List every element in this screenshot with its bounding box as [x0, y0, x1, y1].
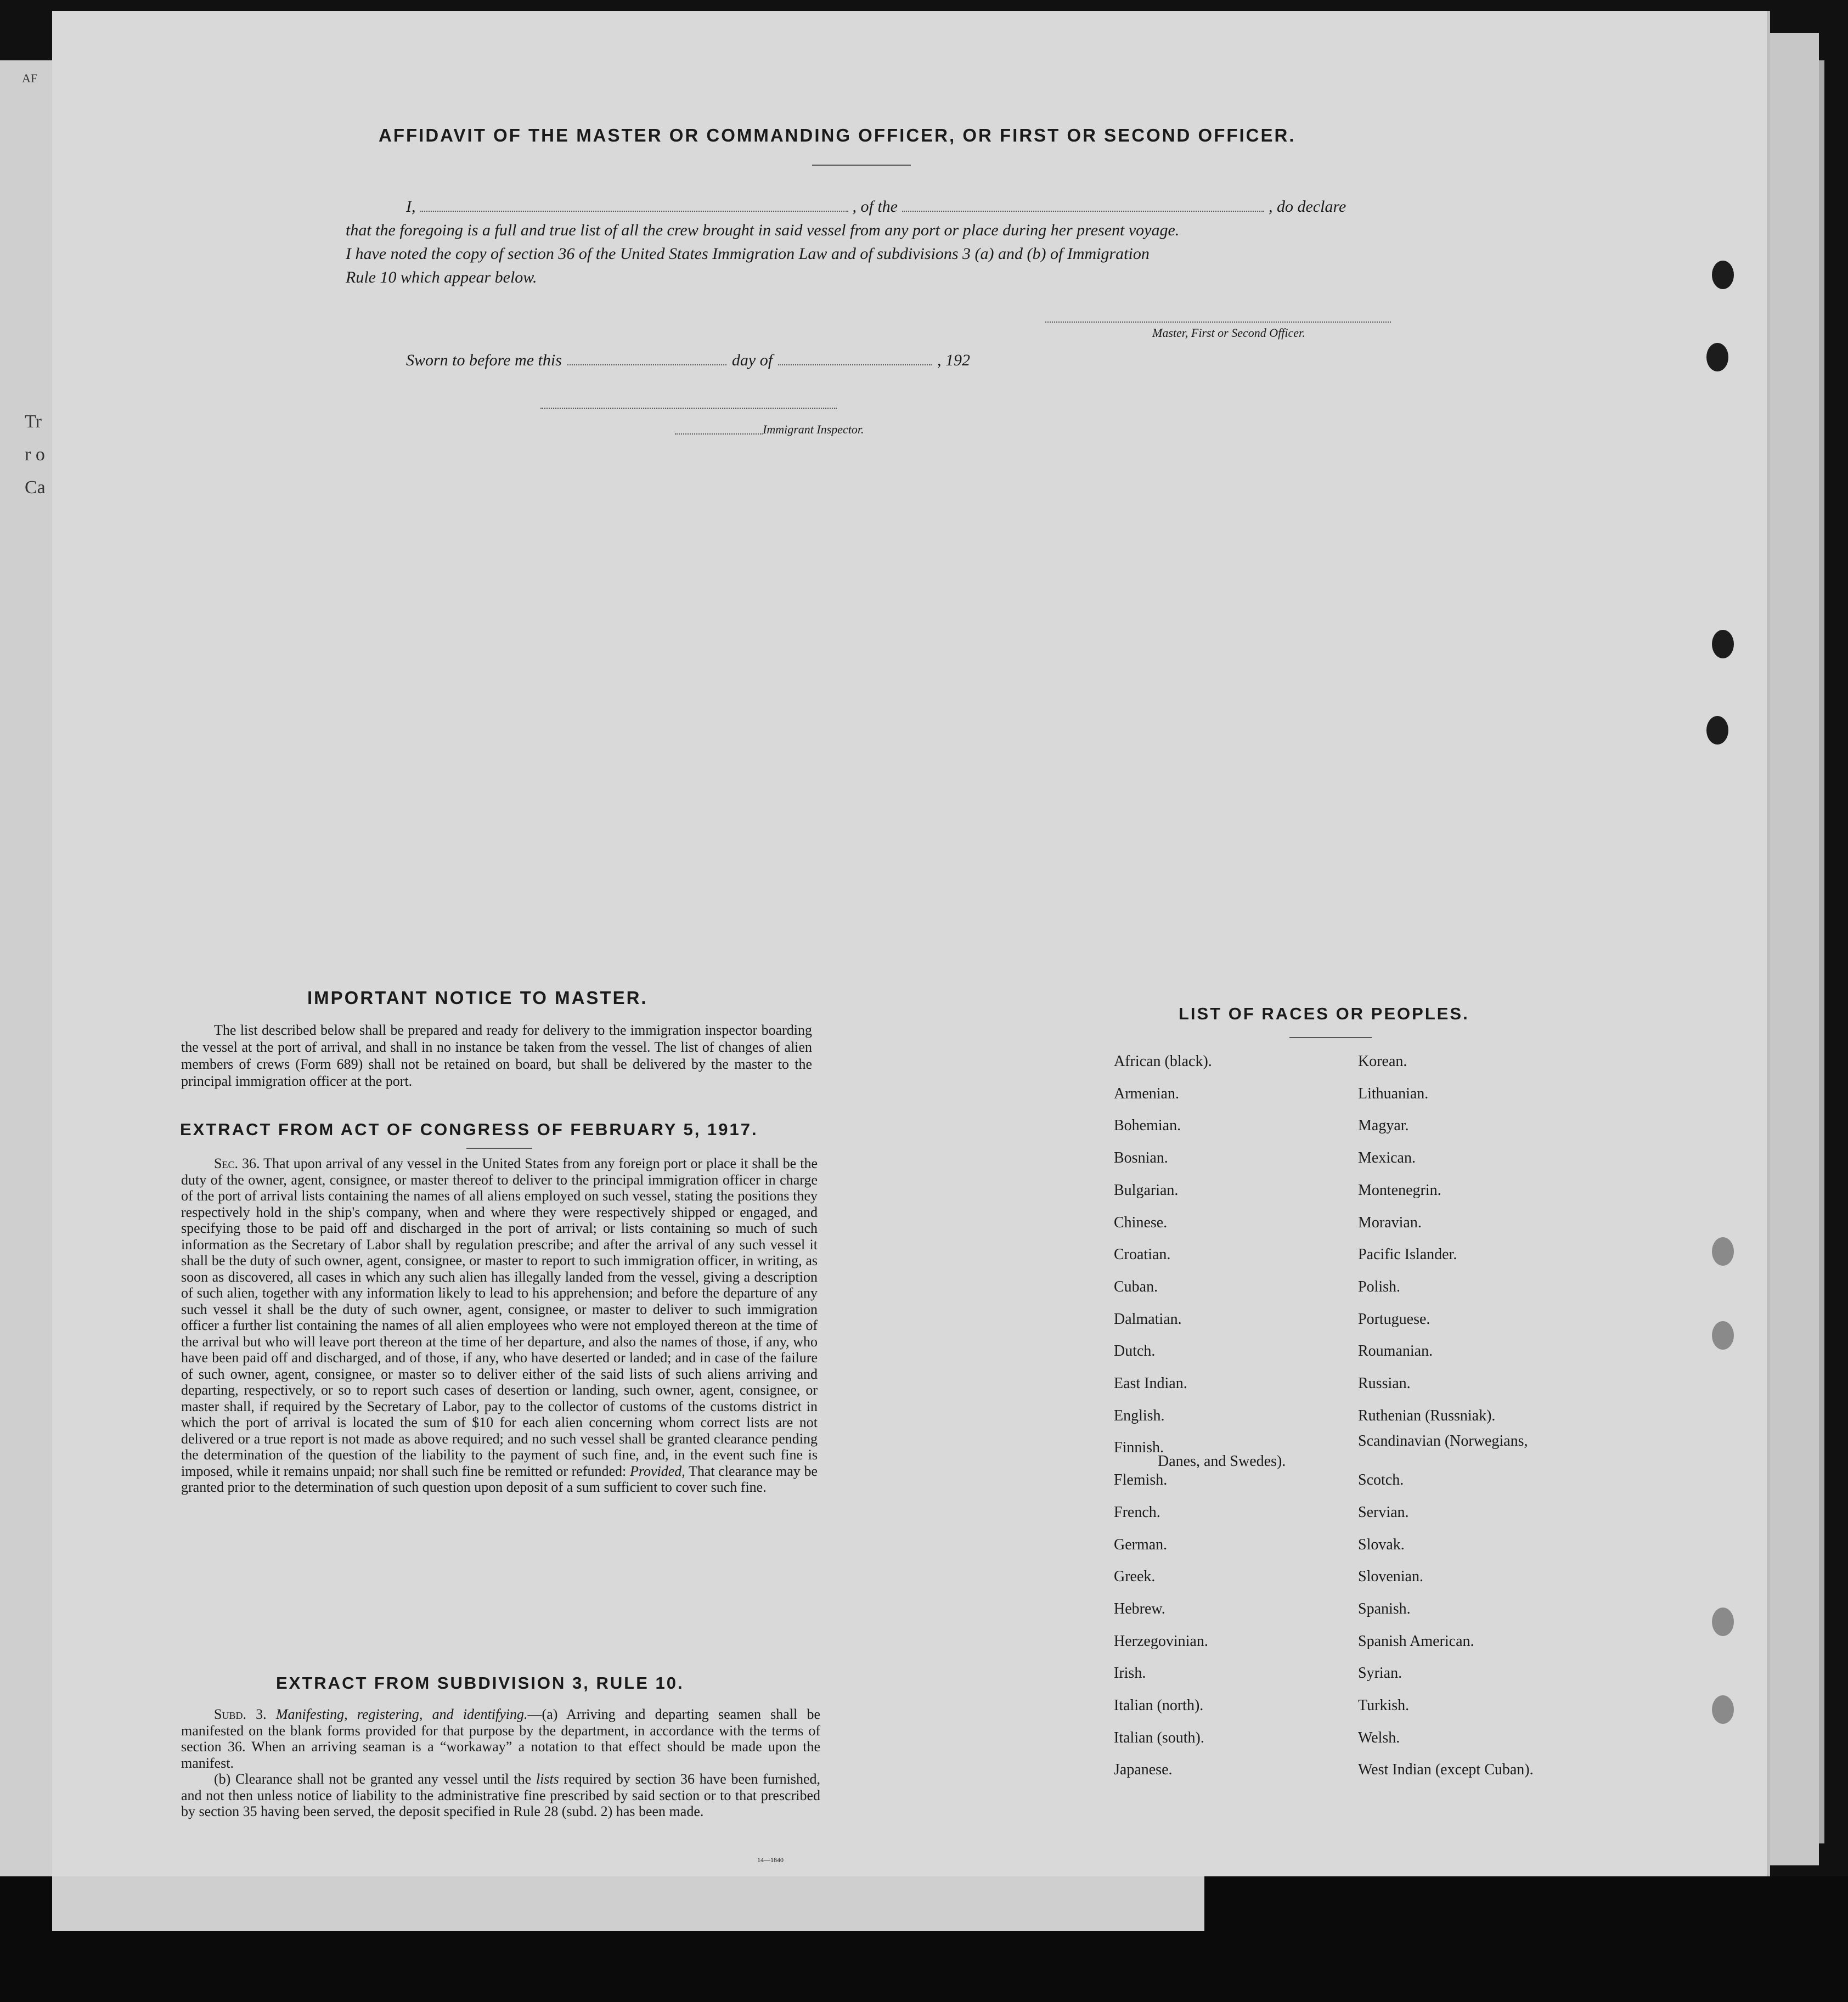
- sworn-line: [406, 351, 970, 370]
- divider: [812, 165, 911, 166]
- inspector-signature-field[interactable]: [540, 408, 837, 409]
- sworn-text: Sworn to before me this: [406, 351, 562, 369]
- affidavit-do-declare: , do declare: [1269, 198, 1346, 216]
- race-item: Russian.: [1358, 1375, 1411, 1392]
- margin-mark: AF: [22, 71, 38, 85]
- race-item: Italian (north).: [1114, 1697, 1204, 1714]
- race-item: Croatian.: [1114, 1246, 1171, 1264]
- notice-body: The list described below shall be prepared and ready for delivery to the immigration inspector boarding the vessel at the port of arrival, and shall in no instance be taken from the vessel. The list of changes of alien members of crews (Form 689) shall not be retained on board, but shall be delivered by the master to the principal immigration officer at the port.: [181, 1022, 812, 1089]
- race-item: Bosnian.: [1114, 1149, 1168, 1167]
- left-margin-strip: [0, 60, 52, 1893]
- officer-signature-label: Master, First or Second Officer.: [1152, 326, 1305, 340]
- year-text: , 192: [937, 351, 971, 369]
- race-item: Ruthenian (Russniak).: [1358, 1407, 1496, 1424]
- rule-extract-title: EXTRACT FROM SUBDIVISION 3, RULE 10.: [276, 1673, 684, 1693]
- race-item: Japanese.: [1114, 1761, 1173, 1779]
- rule-extract-body: [181, 1706, 820, 1820]
- race-item: Moravian.: [1358, 1214, 1422, 1231]
- race-item: Montenegrin.: [1358, 1181, 1441, 1199]
- affidavit-i: I,: [406, 198, 416, 216]
- race-item: French.: [1114, 1503, 1160, 1521]
- race-item: Hebrew.: [1114, 1600, 1165, 1617]
- race-item: Irish.: [1114, 1665, 1146, 1682]
- inspector-signature-leader: [675, 433, 763, 435]
- race-item: Scotch.: [1358, 1471, 1404, 1489]
- race-item: Mexican.: [1358, 1149, 1416, 1167]
- binder-hole-icon: [1706, 343, 1728, 371]
- subdivision-heading: Manifesting, registering, and identifying.: [275, 1706, 528, 1722]
- paragraph-b: (b) Clearance shall not be granted any vessel until the: [214, 1771, 532, 1787]
- affidavit-line: Rule 10 which appear below.: [346, 268, 537, 286]
- race-item: East Indian.: [1114, 1375, 1187, 1392]
- master-name-field[interactable]: [420, 211, 848, 212]
- race-item: Welsh.: [1358, 1729, 1400, 1746]
- race-item: Turkish.: [1358, 1697, 1410, 1714]
- affidavit-text: [346, 195, 1399, 289]
- race-item: Slovenian.: [1358, 1568, 1423, 1586]
- form-number: 14—1840: [757, 1856, 784, 1864]
- binder-hole-icon: [1712, 1237, 1734, 1266]
- race-item: Bulgarian.: [1114, 1181, 1179, 1199]
- race-item: Polish.: [1358, 1278, 1401, 1295]
- act-extract-body: [181, 1155, 818, 1496]
- race-item: Armenian.: [1114, 1085, 1179, 1102]
- race-item: Cuban.: [1114, 1278, 1158, 1295]
- officer-signature-field[interactable]: [1045, 322, 1391, 323]
- margin-mark: Tr: [25, 411, 42, 432]
- provided-text: Provided,: [629, 1463, 685, 1479]
- race-item: Pacific Islander.: [1358, 1246, 1457, 1264]
- subdivision-label: Subd. 3.: [214, 1706, 267, 1722]
- races-title: LIST OF RACES OR PEOPLES.: [1179, 1004, 1469, 1023]
- page-edge: [1770, 33, 1819, 1865]
- act-text: That upon arrival of any vessel in the United States from any foreign port or place it shall be the duty of the owner, agent, consignee, or master thereof to deliver to the principal immigration officer in charge of the port of arrival lists containing the names of all aliens employed on such vessel, stating the positions they respectively hold in the ship's company, when and where they were respectively shipped or engaged, and specifying those to be paid off and discharged in the port of arrival; or lists containing so much of such information as the Secretary of Labor shall by regulation prescribe; and after the arrival of any such vessel it shall be the duty of such owner, agent, consignee, or master to report to such immigration officer, in writing, as soon as discovered, all cases in which any such alien has illegally landed from the vessel, giving a description of such alien, together with any information likely to lead to his apprehension; and before the departure of any such vessel it shall be the duty of such owner, agent, consignee, or master to deliver to such immigration officer a further list containing the names of all alien employees who were not employed thereon at the time of the arrival but who will leave port thereon at the time of her departure, and also the names of those, if any, who have been paid off and discharged, and of those, if any, who have deserted or landed; and in case of the failure of such owner, agent, consignee, or master so to deliver either of the said lists of such aliens arriving and departing, respectively, or so to report such cases of desertion or landing, such owner, agent, consignee, or master shall, if required by the Secretary of Labor, pay to the collector of customs of the customs district in which the port of arrival is located the sum of $10 for each alien concerning whom correct lists are not delivered or a true report is not made as above required; and no such vessel shall be granted clearance pending the determination of the question of the liability to the payment of such fine, and, in the event such fine is imposed, while it remains unpaid; nor shall such fine be remitted or refunded:: [181, 1155, 818, 1479]
- binder-hole-icon: [1712, 1321, 1734, 1350]
- race-item: Magyar.: [1358, 1117, 1409, 1135]
- race-item: Herzegovinian.: [1114, 1632, 1208, 1650]
- race-item: Korean.: [1358, 1053, 1407, 1070]
- day-of-text: day of: [731, 351, 773, 369]
- document-page: [52, 11, 1770, 1876]
- sworn-day-field[interactable]: [567, 364, 726, 365]
- margin-mark: r o: [25, 444, 45, 465]
- section-label: Sec. 36.: [214, 1155, 260, 1171]
- binder-hole-icon: [1712, 261, 1734, 289]
- race-item: Slovak.: [1358, 1536, 1405, 1553]
- race-item: West Indian (except Cuban).: [1358, 1761, 1534, 1779]
- race-item: English.: [1114, 1407, 1165, 1424]
- binder-hole-icon: [1706, 716, 1728, 745]
- inspector-signature-label: Immigrant Inspector.: [763, 422, 864, 436]
- margin-mark: Ca: [25, 477, 46, 498]
- binder-hole-icon: [1712, 1608, 1734, 1636]
- affidavit-of-the: , of the: [852, 198, 898, 216]
- divider: [1289, 1037, 1372, 1038]
- paragraph-a: —(a) Arriving and departing seamen shall be manifested on the blank forms provided for that purpose by the department, in accordance with the terms of section 36. When an arriving seaman is a “workaway” a notation to that effect should be made upon the manifest.: [181, 1706, 821, 1771]
- sworn-month-field[interactable]: [778, 364, 932, 365]
- affidavit-line: that the foregoing is a full and true list of all the crew brought in said vessel from any port or place during her present voyage.: [346, 221, 1180, 239]
- race-item: Syrian.: [1358, 1665, 1402, 1682]
- race-item: Finnish.: [1114, 1439, 1164, 1457]
- race-item: Scandinavian (Norwegians,: [1358, 1433, 1528, 1450]
- race-item: Portuguese.: [1358, 1310, 1430, 1328]
- binder-hole-icon: [1712, 630, 1734, 658]
- race-item: Dutch.: [1114, 1343, 1156, 1360]
- vessel-name-field[interactable]: [902, 211, 1264, 212]
- race-item: Danes, and Swedes).: [1158, 1453, 1286, 1470]
- page-bottom-edge: [52, 1876, 1204, 1931]
- act-extract-title: EXTRACT FROM ACT OF CONGRESS OF FEBRUARY 5, 1917.: [180, 1120, 758, 1139]
- divider: [466, 1148, 532, 1149]
- race-item: Roumanian.: [1358, 1343, 1433, 1360]
- race-item: Lithuanian.: [1358, 1085, 1429, 1102]
- race-item: Spanish.: [1358, 1600, 1411, 1617]
- affidavit-line: I have noted the copy of section 36 of the United States Immigration Law and of subdivisions 3 (a) and (b) of Immigration: [346, 245, 1150, 263]
- notice-title: IMPORTANT NOTICE TO MASTER.: [307, 988, 648, 1008]
- race-item: African (black).: [1114, 1053, 1212, 1070]
- affidavit-title: AFFIDAVIT OF THE MASTER OR COMMANDING OFFICER, OR FIRST OR SECOND OFFICER.: [379, 125, 1296, 145]
- race-item: Spanish American.: [1358, 1632, 1474, 1650]
- act-text-end: That clearance may be granted prior to the determination of such question upon deposit of a sum sufficient to cover such fine.: [181, 1463, 818, 1495]
- paragraph-b-end: required by section 36 have been furnished, and not then unless notice of liability to the administrative fine prescribed by said section or to that prescribed by section 35 having been served, the deposit specified in Rule 28 (subd. 2) has been made.: [181, 1771, 821, 1819]
- race-item: Chinese.: [1114, 1214, 1168, 1231]
- race-item: Servian.: [1358, 1503, 1409, 1521]
- race-item: German.: [1114, 1536, 1168, 1553]
- race-item: Bohemian.: [1114, 1117, 1181, 1135]
- race-item: Greek.: [1114, 1568, 1156, 1586]
- race-item: Dalmatian.: [1114, 1310, 1182, 1328]
- race-item: Italian (south).: [1114, 1729, 1204, 1746]
- binder-hole-icon: [1712, 1695, 1734, 1724]
- paragraph-b-lists: lists: [536, 1771, 559, 1787]
- race-item: Flemish.: [1114, 1471, 1168, 1489]
